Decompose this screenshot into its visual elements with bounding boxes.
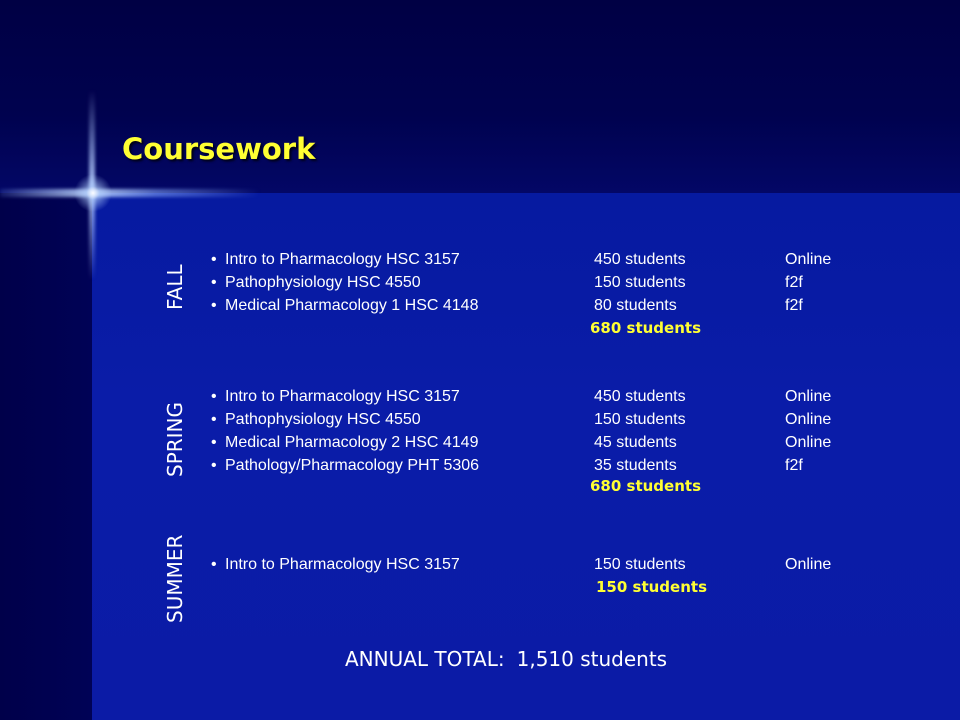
course-name: Pathophysiology HSC 4550 bbox=[225, 411, 421, 428]
summer-total: 150 students bbox=[596, 578, 707, 596]
semester-label-summer: SUMMER bbox=[163, 534, 187, 623]
left-band bbox=[0, 193, 92, 720]
fall-total: 680 students bbox=[590, 319, 701, 337]
slide-title: Coursework bbox=[122, 132, 316, 166]
student-count: 150 students bbox=[594, 556, 686, 573]
student-count: 45 students bbox=[594, 434, 677, 451]
annual-total bbox=[345, 647, 667, 671]
student-count: 450 students bbox=[594, 388, 686, 405]
delivery-mode: Online bbox=[785, 556, 832, 573]
sparkle-horizontal-ray bbox=[0, 189, 260, 197]
course-name: Intro to Pharmacology HSC 3157 bbox=[225, 251, 460, 268]
bullet: • bbox=[211, 411, 217, 428]
course-name: Intro to Pharmacology HSC 3157 bbox=[225, 556, 460, 573]
bullet: • bbox=[211, 556, 217, 573]
bullet: • bbox=[211, 388, 217, 405]
content-panel bbox=[92, 193, 960, 720]
delivery-mode: Online bbox=[785, 388, 832, 405]
bullet: • bbox=[211, 434, 217, 451]
student-count: 450 students bbox=[594, 251, 686, 268]
course-name: Intro to Pharmacology HSC 3157 bbox=[225, 388, 460, 405]
delivery-mode: Online bbox=[785, 411, 832, 428]
bullet: • bbox=[211, 457, 217, 474]
delivery-mode: Online bbox=[785, 251, 832, 268]
delivery-mode: Online bbox=[785, 434, 832, 451]
student-count: 150 students bbox=[594, 411, 686, 428]
course-name: Pathophysiology HSC 4550 bbox=[225, 274, 421, 291]
delivery-mode: f2f bbox=[785, 297, 803, 314]
bullet: • bbox=[211, 297, 217, 314]
semester-label-spring: SPRING bbox=[163, 401, 187, 477]
spring-total: 680 students bbox=[590, 477, 701, 495]
bullet: • bbox=[211, 251, 217, 268]
delivery-mode: f2f bbox=[785, 274, 803, 291]
student-count: 150 students bbox=[594, 274, 686, 291]
annual-total-value: 1,510 students bbox=[516, 647, 668, 671]
course-name: Medical Pharmacology 1 HSC 4148 bbox=[225, 297, 479, 314]
bullet: • bbox=[211, 274, 217, 291]
delivery-mode: f2f bbox=[785, 457, 803, 474]
annual-total-label: ANNUAL TOTAL: bbox=[345, 647, 505, 671]
student-count: 35 students bbox=[594, 457, 677, 474]
sparkle-icon bbox=[74, 174, 112, 212]
student-count: 80 students bbox=[594, 297, 677, 314]
course-name: Medical Pharmacology 2 HSC 4149 bbox=[225, 434, 479, 451]
semester-label-fall: FALL bbox=[163, 264, 187, 310]
course-name: Pathology/Pharmacology PHT 5306 bbox=[225, 457, 480, 474]
